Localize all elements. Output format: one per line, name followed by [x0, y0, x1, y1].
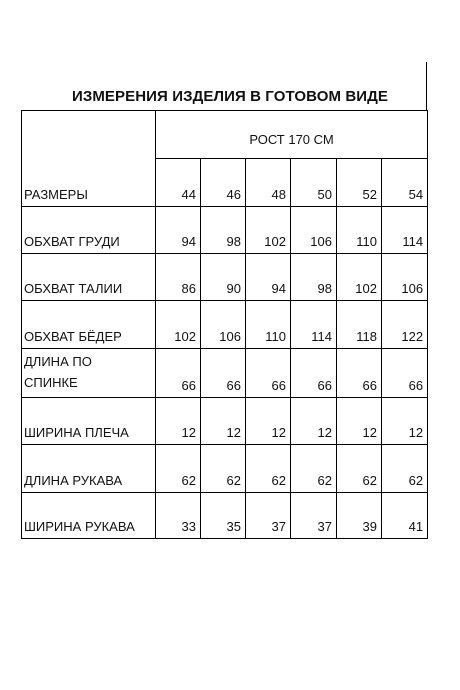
table-cell: 50	[291, 159, 337, 207]
table-cell: 37	[246, 493, 291, 539]
table-cell: 110	[246, 301, 291, 349]
row-label	[22, 349, 156, 398]
table-cell: 39	[337, 493, 382, 539]
table-cell: 12	[382, 398, 428, 445]
table-cell: 52	[337, 159, 382, 207]
size-table	[21, 110, 428, 539]
row-label-line: СПИНКЕ	[24, 375, 78, 390]
table-cell: 62	[201, 445, 246, 493]
table-cell: 98	[291, 254, 337, 301]
row-label-line: ДЛИНА ПО	[24, 354, 92, 369]
table-cell: 12	[337, 398, 382, 445]
table-cell: 62	[156, 445, 201, 493]
table-cell: 106	[201, 301, 246, 349]
table-cell: 62	[291, 445, 337, 493]
row-label: РАЗМЕРЫ	[22, 111, 156, 207]
table-row	[22, 301, 428, 349]
table-row	[22, 207, 428, 254]
table-cell: 106	[382, 254, 428, 301]
table-row	[22, 398, 428, 445]
table-cell: 66	[337, 349, 382, 398]
table-cell: 35	[201, 493, 246, 539]
table-cell: 33	[156, 493, 201, 539]
table-title: ИЗМЕРЕНИЯ ИЗДЕЛИЯ В ГОТОВОМ ВИДЕ	[71, 88, 389, 105]
table-cell: 90	[201, 254, 246, 301]
table-cell: 62	[382, 445, 428, 493]
table-cell: 12	[201, 398, 246, 445]
table-cell: 46	[201, 159, 246, 207]
row-label: ШИРИНА РУКАВА	[22, 493, 156, 539]
table-row-growth	[22, 111, 428, 159]
row-label: ОБХВАТ БЁДЕР	[22, 301, 156, 349]
table-row	[22, 493, 428, 539]
table-cell: 66	[246, 349, 291, 398]
table-cell: 118	[337, 301, 382, 349]
row-label: ОБХВАТ ГРУДИ	[22, 207, 156, 254]
table-cell: 62	[337, 445, 382, 493]
row-label: ШИРИНА ПЛЕЧА	[22, 398, 156, 445]
table-cell: 114	[291, 301, 337, 349]
table-cell: 66	[382, 349, 428, 398]
table-cell: 94	[156, 207, 201, 254]
table-cell: 12	[156, 398, 201, 445]
growth-label: РОСТ 170 СМ	[156, 111, 428, 159]
table-cell: 66	[156, 349, 201, 398]
table-cell: 48	[246, 159, 291, 207]
table-cell: 44	[156, 159, 201, 207]
table-cell: 12	[291, 398, 337, 445]
table-cell: 114	[382, 207, 428, 254]
table-row	[22, 349, 428, 398]
table-cell: 54	[382, 159, 428, 207]
table-cell: 102	[246, 207, 291, 254]
table-cell: 110	[337, 207, 382, 254]
table-cell: 62	[246, 445, 291, 493]
table-cell: 122	[382, 301, 428, 349]
table-cell: 12	[246, 398, 291, 445]
table-row	[22, 254, 428, 301]
table-cell: 106	[291, 207, 337, 254]
table-cell: 66	[291, 349, 337, 398]
table-cell: 37	[291, 493, 337, 539]
table-cell: 86	[156, 254, 201, 301]
row-label: ДЛИНА РУКАВА	[22, 445, 156, 493]
table-cell: 102	[156, 301, 201, 349]
table-cell: 66	[201, 349, 246, 398]
row-label: ОБХВАТ ТАЛИИ	[22, 254, 156, 301]
table-cell: 41	[382, 493, 428, 539]
table-cell: 98	[201, 207, 246, 254]
table-row	[22, 445, 428, 493]
table-cell: 102	[337, 254, 382, 301]
table-cell: 94	[246, 254, 291, 301]
